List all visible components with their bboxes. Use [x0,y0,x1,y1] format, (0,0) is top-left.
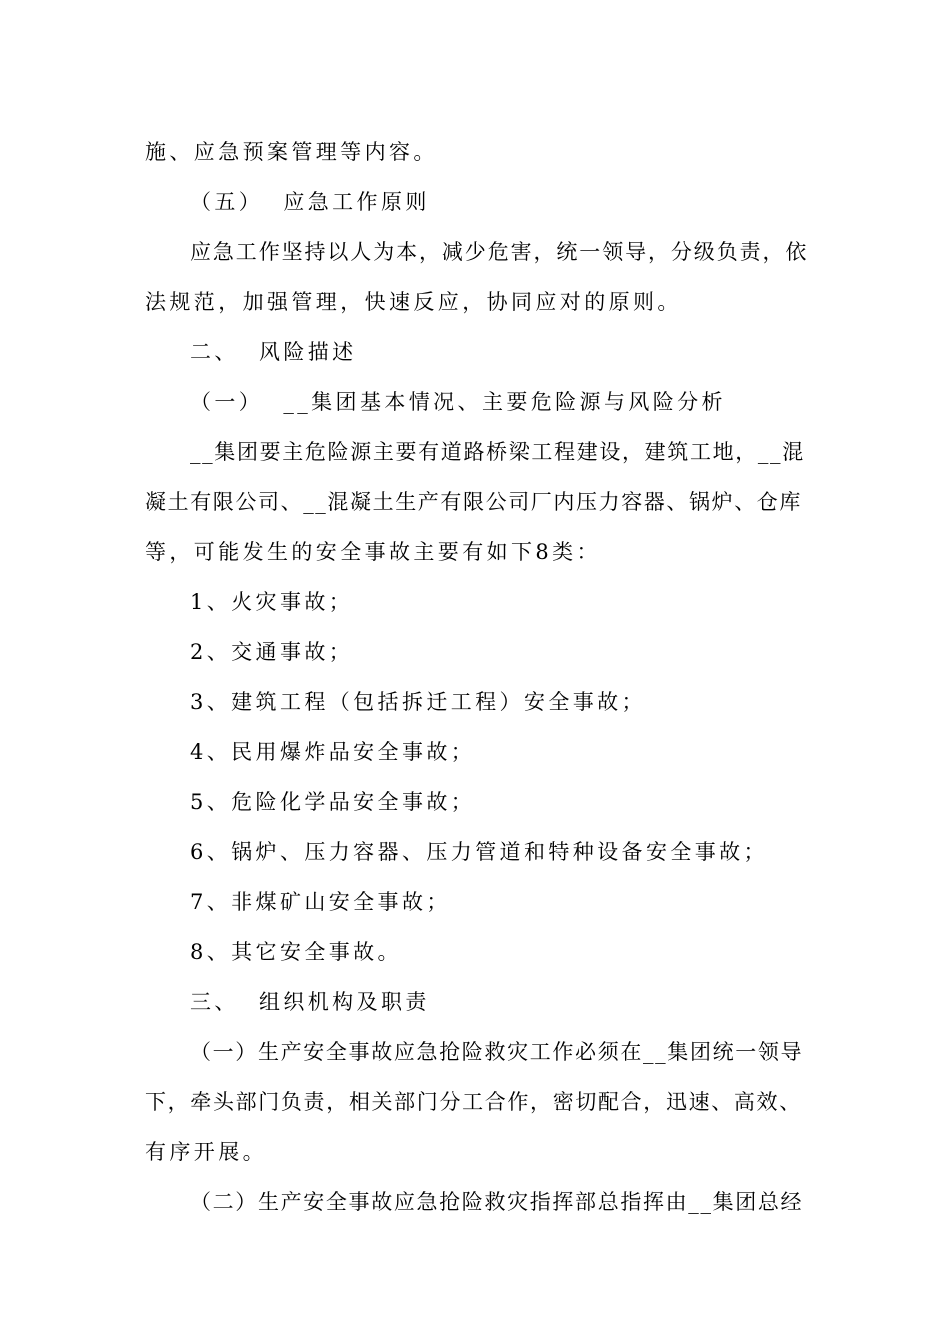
list-item: 5、危险化学品安全事故； [190,790,476,814]
paragraph-line: __集团要主危险源主要有道路桥梁工程建设，建筑工地，__混 [190,440,805,464]
section-heading: （一） __集团基本情况、主要危险源与风险分析 [190,390,726,414]
paragraph-line: 法规范，加强管理，快速反应，协同应对的原则。 [145,290,682,314]
section-heading: 二、 风险描述 [190,340,357,364]
paragraph-line: （一）生产安全事故应急抢险救灾工作必须在__集团统一领导 [190,1040,804,1064]
section-heading: 三、 组织机构及职责 [190,990,430,1014]
paragraph-line: 下，牵头部门负责，相关部门分工合作，密切配合，迅速、高效、 [145,1090,802,1114]
list-item: 4、民用爆炸品安全事故； [190,740,476,764]
list-item: 6、锅炉、压力容器、压力管道和特种设备安全事故； [190,840,768,864]
paragraph-line: 施、应急预案管理等内容。 [145,140,438,164]
list-item: 2、交通事故； [190,640,354,664]
list-item: 3、建筑工程（包括拆迁工程）安全事故； [190,690,646,714]
list-item: 8、其它安全事故。 [190,940,402,964]
paragraph-line: 凝土有限公司、__混凝土生产有限公司厂内压力容器、锅炉、仓库 [145,490,802,514]
list-item: 7、非煤矿山安全事故； [190,890,451,914]
list-item: 1、火灾事故； [190,590,354,614]
paragraph-line: 有序开展。 [145,1140,267,1164]
section-heading: （五） 应急工作原则 [190,190,430,214]
paragraph-line: （二）生产安全事故应急抢险救灾指挥部总指挥由__集团总经 [190,1190,804,1214]
paragraph-line: 应急工作坚持以人为本，减少危害，统一领导，分级负责，依 [190,240,809,264]
paragraph-line: 等，可能发生的安全事故主要有如下8类： [145,540,601,564]
